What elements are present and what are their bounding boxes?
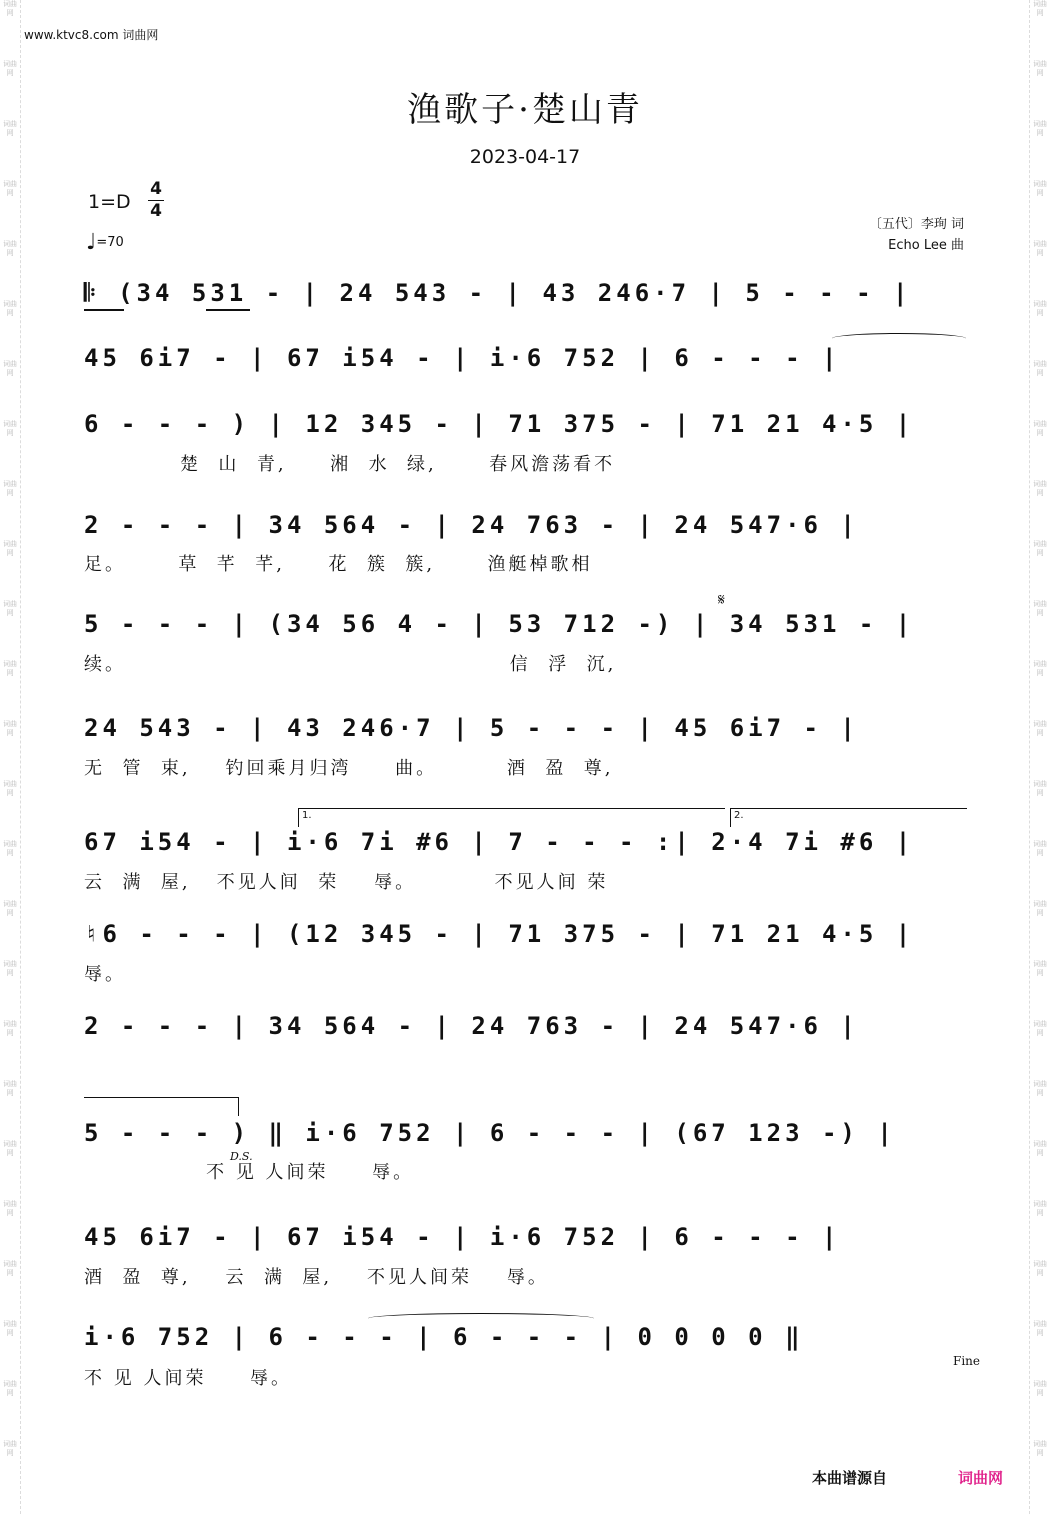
watermark-glyph: 词曲网 [3,780,17,797]
tempo-marking [86,230,124,255]
watermark-glyph: 词曲网 [1033,1320,1047,1337]
watermark-glyph: 词曲网 [3,0,17,17]
watermark-glyph: 词曲网 [1033,1380,1047,1397]
watermark-glyph: 词曲网 [3,60,17,77]
lyric-line-4: 足。 草 芊 芊, 花 簇 簇, 渔艇棹歌相 [84,554,593,575]
watermark-glyph: 词曲网 [3,1380,17,1397]
watermark-glyph: 词曲网 [3,420,17,437]
watermark-glyph: 词曲网 [3,300,17,317]
score-line-12: i·6 752 | 6 - - - | 6 - - - | 0 0 0 0 ‖ [84,1323,804,1351]
watermark-glyph: 词曲网 [3,1020,17,1037]
song-date: 2023-04-17 [469,146,581,168]
watermark-glyph: 词曲网 [1033,1140,1047,1157]
watermark-glyph: 词曲网 [1033,720,1047,737]
score-line-2: 45 6i7 - | 67 i54 - | i·6 752 | 6 - - - | [84,344,841,372]
score-line-3: 6 - - - ) | 12 345 - | 71 375 - | 71 21 4·5 | [84,410,915,438]
lyric-line-11: 酒 盈 尊, 云 满 屋, 不见人间荣 辱。 [84,1267,549,1288]
beam-underline [84,309,124,311]
left-dashed-border [20,0,21,1514]
end-bracket [84,1097,239,1116]
lyric-line-8: 辱。 [84,964,126,985]
song-title: 渔歌子·楚山青 [407,90,643,130]
lyricist-credit: 〔五代〕李珣 词 [868,217,964,232]
watermark-glyph: 词曲网 [3,600,17,617]
watermark-glyph: 词曲网 [1033,60,1047,77]
watermark-glyph: 词曲网 [3,180,17,197]
footer-site-link[interactable]: 词曲网 [958,1469,1004,1487]
watermark-glyph: 词曲网 [3,480,17,497]
watermark-glyph: 词曲网 [1033,1020,1047,1037]
watermark-glyph: 词曲网 [3,960,17,977]
watermark-glyph: 词曲网 [3,660,17,677]
watermark-glyph: 词曲网 [1033,780,1047,797]
watermark-glyph: 词曲网 [1033,1080,1047,1097]
key-signature: 1=D [88,191,131,213]
watermark-glyph: 词曲网 [1033,840,1047,857]
right-watermark-strip [1033,0,1047,1514]
score-line-1: 𝄆 (34 531 - | 24 543 - | 43 246·7 | 5 - - - | [84,279,912,307]
score-line-6: 24 543 - | 43 246·7 | 5 - - - | 45 6i7 - | [84,714,859,742]
watermark-glyph: 词曲网 [1033,360,1047,377]
watermark-glyph: 词曲网 [3,1440,17,1457]
watermark-glyph: 词曲网 [3,540,17,557]
watermark-glyph: 词曲网 [1033,960,1047,977]
watermark-glyph: 词曲网 [3,1200,17,1217]
fine-marking: Fine [953,1354,980,1368]
lyric-line-7: 云 满 屋, 不见人间 荣 辱。 不见人间 荣 [84,872,609,893]
watermark-glyph: 词曲网 [1033,0,1047,17]
score-line-5: 5 - - - | (34 56 4 - | 53 712 -) | 34 531 - | [84,610,915,638]
watermark-glyph: 词曲网 [3,120,17,137]
tie-arc [832,333,966,344]
segno-icon: 𝄋 [718,590,725,609]
watermark-glyph: 词曲网 [1033,900,1047,917]
score-line-7: 67 i54 - | i·6 7i #6 | 7 - - - :| 2·4 7i #6 | [84,828,915,856]
score-line-4: 2 - - - | 34 564 - | 24 763 - | 24 547·6 | [84,511,859,539]
watermark-glyph: 词曲网 [1033,1260,1047,1277]
watermark-glyph: 词曲网 [1033,300,1047,317]
time-signature-bottom: 4 [150,201,162,221]
watermark-glyph: 词曲网 [1033,540,1047,557]
score-line-8: ♮6 - - - | (12 345 - | 71 375 - | 71 21 4·5 | [84,920,915,948]
watermark-glyph: 词曲网 [1033,600,1047,617]
quarter-note-icon: ♩ [86,230,97,255]
watermark-glyph: 词曲网 [3,240,17,257]
watermark-glyph: 词曲网 [3,360,17,377]
volta-bracket-2 [730,808,967,827]
time-signature [146,180,166,221]
composer-credit: Echo Lee 曲 [888,238,964,253]
volta-1-label: 1. [302,810,312,821]
watermark-glyph: 词曲网 [3,1140,17,1157]
watermark-glyph: 词曲网 [3,1320,17,1337]
watermark-glyph: 词曲网 [1033,1440,1047,1457]
watermark-glyph: 词曲网 [3,840,17,857]
footer-source-text: 本曲谱源自 [812,1469,888,1487]
score-line-11: 45 6i7 - | 67 i54 - | i·6 752 | 6 - - - | [84,1223,841,1251]
watermark-glyph: 词曲网 [3,720,17,737]
watermark-glyph: 词曲网 [1033,180,1047,197]
watermark-glyph: 词曲网 [1033,240,1047,257]
time-signature-top: 4 [150,179,162,199]
lyric-line-10: 不 见 人间荣 辱。 [84,1162,415,1183]
lyric-line-5: 续。 信 浮 沉, [84,654,617,675]
tempo-value: =70 [96,235,124,250]
lyric-line-6: 无 管 束, 钓回乘月归湾 曲。 酒 盈 尊, [84,758,614,779]
site-url[interactable]: www.ktvc8.com 词曲网 [24,28,159,42]
left-watermark-strip [3,0,17,1514]
watermark-glyph: 词曲网 [3,1260,17,1277]
lyric-line-12: 不 见 人间荣 辱。 [84,1368,293,1389]
watermark-glyph: 词曲网 [3,900,17,917]
watermark-glyph: 词曲网 [3,1080,17,1097]
lyric-line-3: 楚 山 青, 湘 水 绿, 春风澹荡看不 [84,454,616,475]
watermark-glyph: 词曲网 [1033,420,1047,437]
watermark-glyph: 词曲网 [1033,660,1047,677]
volta-bracket-1 [298,808,725,827]
ds-marking: D.S. [230,1150,253,1163]
watermark-glyph: 词曲网 [1033,120,1047,137]
watermark-glyph: 词曲网 [1033,480,1047,497]
volta-2-label: 2. [734,810,744,821]
score-line-10: 5 - - - ) ‖ i·6 752 | 6 - - - | (67 123 -) | [84,1119,896,1147]
watermark-glyph: 词曲网 [1033,1200,1047,1217]
beam-underline [206,309,250,311]
right-dashed-border [1029,0,1030,1514]
score-line-9: 2 - - - | 34 564 - | 24 763 - | 24 547·6 | [84,1012,859,1040]
